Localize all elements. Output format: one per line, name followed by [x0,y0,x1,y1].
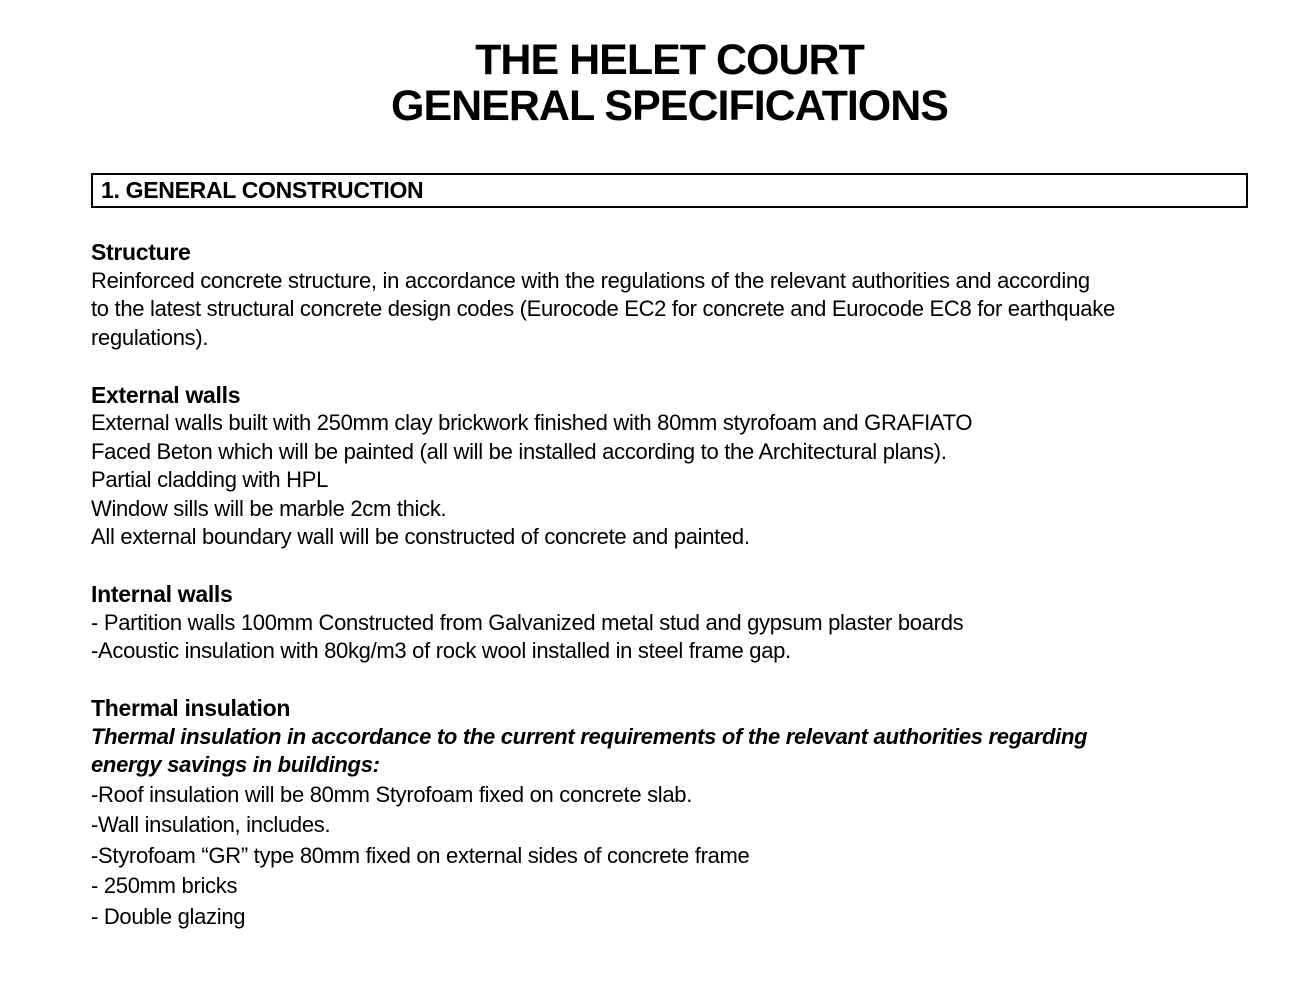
body-line: regulations). [91,324,209,350]
body-line: Faced Beton which will be painted (all will be installed according to the Architectural plans). [91,438,947,464]
section-heading: External walls [91,381,241,408]
body-line: Partial cladding with HPL [91,467,329,492]
section-heading: Structure [91,239,191,265]
body-line: - 250mm bricks [91,873,238,898]
body-line: - Double glazing [91,903,246,929]
section-heading: Internal walls [91,581,233,607]
emphasis-line: Thermal insulation in accordance to the current requirements of the relevant authorities regarding [91,723,1088,749]
document-title [91,37,1248,129]
body-line: - Partition walls 100mm Constructed from Galvanized metal stud and gypsum plaster boards [91,609,964,635]
section-internal-walls [91,580,1248,666]
title-line-1: THE HELET COURT [475,36,864,84]
section-header-box [91,173,1248,208]
body-line: -Roof insulation will be 80mm Styrofoam fixed on concrete slab. [91,781,693,807]
section-external-walls [91,381,1248,552]
body-line: -Wall insulation, includes. [91,812,331,837]
body-line: Reinforced concrete structure, in accordance with the regulations of the relevant authorities and according [91,267,1090,293]
section-thermal-insulation [91,694,1248,932]
section-header-text: 1. GENERAL CONSTRUCTION [101,177,424,203]
title-line-2: GENERAL SPECIFICATIONS [391,82,948,130]
body-line: External walls built with 250mm clay brickwork finished with 80mm styrofoam and GRAFIATO [91,410,973,435]
section-structure [91,238,1248,352]
body-line: Window sills will be marble 2cm thick. [91,495,447,521]
body-line: All external boundary wall will be constructed of concrete and painted. [91,524,750,549]
section-heading: Thermal insulation [91,695,291,721]
emphasis-line: energy savings in buildings: [91,752,380,777]
body-line: -Acoustic insulation with 80kg/m3 of rock wool installed in steel frame gap. [91,638,791,663]
document-page [0,37,1308,986]
body-line: to the latest structural concrete design codes (Eurocode EC2 for concrete and Eurocode EC8 for earthquake [91,296,1115,321]
body-line: -Styrofoam “GR” type 80mm fixed on external sides of concrete frame [91,842,750,868]
